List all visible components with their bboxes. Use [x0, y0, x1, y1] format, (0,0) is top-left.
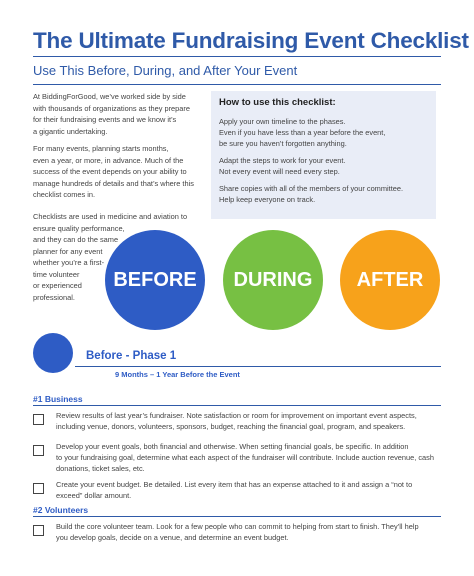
phase-circle-icon — [33, 333, 73, 373]
howto-box — [211, 91, 436, 219]
checkbox[interactable] — [33, 445, 44, 456]
checklist-item: Create your event budget. Be detailed. List every item that has an expense attached to it and assign a “not to exceed” dollar amount. — [56, 480, 413, 500]
howto-step-1-line2: be sure you haven’t forgotten anything. — [219, 139, 347, 148]
howto-step-1-head: Apply your own timeline to the phases. — [219, 117, 346, 126]
howto-step-2-head: Adapt the steps to work for your event. — [219, 156, 346, 165]
subtitle-rule — [33, 84, 441, 85]
section-title-business: #1 Business — [33, 394, 83, 404]
howto-step-1-line1: Even if you have less than a year before the event, — [219, 128, 386, 137]
after-label: AFTER — [356, 268, 424, 291]
title-rule — [33, 56, 441, 57]
howto-step-3-head: Share copies with all of the members of your committee. — [219, 184, 404, 193]
phase-timeframe: 9 Months – 1 Year Before the Event — [115, 370, 240, 379]
checkbox[interactable] — [33, 525, 44, 536]
before-circle — [105, 230, 205, 330]
section-title-volunteers: #2 Volunteers — [33, 505, 89, 515]
howto-step-3-line1: Help keep everyone on track. — [219, 195, 316, 204]
section-rule-volunteers — [33, 516, 441, 517]
checklist-item: Develop your event goals, both financial and otherwise. When setting financial goals, be specific. In addition to your fundraising goal, determine what each aspect of the fundraiser will contribute. Include auction revenue, cash donations, ticket sales, etc. — [56, 442, 434, 473]
checkbox[interactable] — [33, 483, 44, 494]
intro-paragraph-3: Checklists are used in medicine and aviation to ensure quality performance, and they can do the same planner for any event whether you’re a first- time volunteer or experienced professional. — [33, 212, 188, 302]
phase-title: Before - Phase 1 — [86, 350, 177, 362]
page-subtitle: Use This Before, During, and After Your Event — [33, 63, 298, 78]
page-title: The Ultimate Fundraising Event Checklist — [33, 28, 469, 53]
intro-paragraph-2: For many events, planning starts months, even a year, or more, in advance. Much of the success of the event depends on your ability to manage hundreds of details and that’s where this checklist comes in. — [33, 144, 194, 199]
phase-rule — [75, 366, 441, 367]
checklist-item: Build the core volunteer team. Look for a few people who can commit to helping from start to finish. They’ll help you develop goals, decide on a venue, and determine an event budget. — [56, 522, 419, 542]
intro-paragraph-1: At BiddingForGood, we’ve worked side by side with thousands of organizations as they prepare for their fundraising events and we know it’s a gigantic undertaking. — [33, 92, 190, 136]
howto-step-2-line1: Not every event will need every step. — [219, 167, 340, 176]
before-label: BEFORE — [113, 268, 197, 291]
section-rule-business — [33, 405, 441, 406]
during-circle — [223, 230, 323, 330]
checkbox[interactable] — [33, 414, 44, 425]
after-circle — [340, 230, 440, 330]
during-label: DURING — [233, 268, 313, 291]
howto-title: How to use this checklist: — [219, 97, 336, 108]
checklist-item: Review results of last year’s fundraiser. Note satisfaction or room for improvement on important event aspects, including venue, donors, volunteers, sponsors, budget, reaching the financial goal, program, and speakers. — [56, 411, 417, 431]
